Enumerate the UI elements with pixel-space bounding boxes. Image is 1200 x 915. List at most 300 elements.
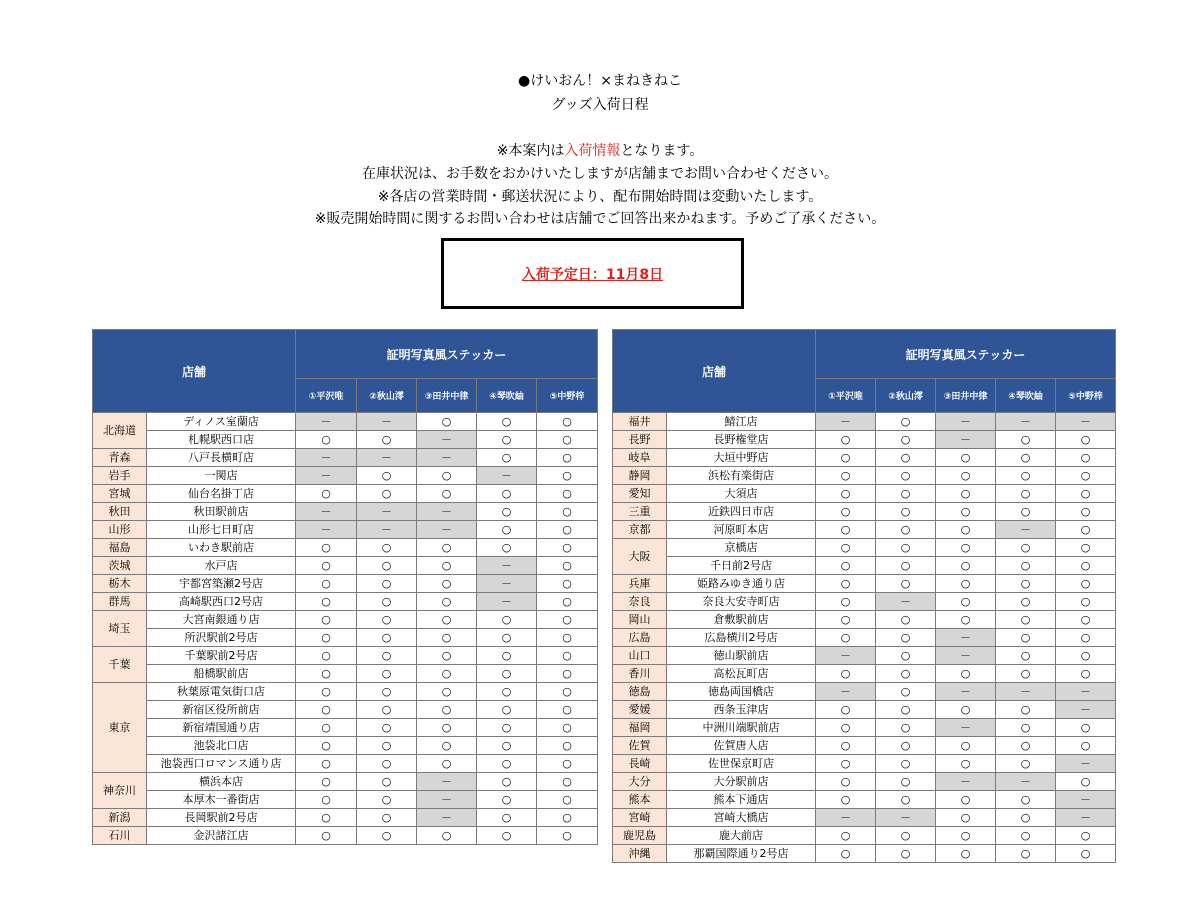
availability-mark-available: ○: [876, 683, 936, 701]
availability-mark-available: ○: [357, 791, 417, 809]
availability-mark-available: ○: [816, 791, 876, 809]
availability-mark-available: ○: [477, 827, 537, 845]
availability-mark-available: ○: [296, 737, 357, 755]
availability-mark-available: ○: [936, 755, 996, 773]
store-name-cell: 仙台名掛丁店: [147, 485, 296, 503]
availability-mark-available: ○: [876, 665, 936, 683]
availability-mark-available: ○: [477, 611, 537, 629]
char-header-mio: ②秋山澪: [876, 379, 936, 413]
availability-mark-available: ○: [996, 737, 1056, 755]
store-name-cell: ディノス室蘭店: [147, 413, 296, 431]
store-name-cell: 鯖江店: [667, 413, 816, 431]
availability-mark-available: ○: [816, 575, 876, 593]
availability-mark-unavailable: －: [417, 773, 477, 791]
prefecture-cell: 長野: [613, 431, 667, 449]
availability-mark-available: ○: [537, 539, 598, 557]
availability-mark-available: ○: [996, 809, 1056, 827]
availability-mark-available: ○: [417, 575, 477, 593]
store-name-cell: 千日前2号店: [667, 557, 816, 575]
availability-mark-available: ○: [1056, 665, 1116, 683]
store-name-cell: 金沢諸江店: [147, 827, 296, 845]
availability-mark-available: ○: [936, 827, 996, 845]
availability-mark-available: ○: [537, 413, 598, 431]
availability-mark-unavailable: －: [936, 719, 996, 737]
availability-mark-available: ○: [296, 593, 357, 611]
table-row: [613, 773, 1116, 791]
prefecture-cell: 宮崎: [613, 809, 667, 827]
availability-mark-available: ○: [876, 755, 936, 773]
notice-line-1: [0, 140, 1200, 160]
availability-mark-available: ○: [996, 647, 1056, 665]
store-name-cell: 千葉駅前2号店: [147, 647, 296, 665]
availability-mark-available: ○: [816, 701, 876, 719]
table-row: [93, 413, 598, 431]
prefecture-cell: 静岡: [613, 467, 667, 485]
availability-mark-available: ○: [296, 791, 357, 809]
availability-mark-available: ○: [936, 503, 996, 521]
char-header-tsumugi: ④琴吹紬: [996, 379, 1056, 413]
availability-mark-available: ○: [816, 611, 876, 629]
availability-mark-unavailable: －: [477, 575, 537, 593]
table-row: [93, 701, 598, 719]
table-row: [93, 755, 598, 773]
availability-mark-unavailable: －: [1056, 809, 1116, 827]
store-name-cell: 八戸長横町店: [147, 449, 296, 467]
store-name-cell: 横浜本店: [147, 773, 296, 791]
table-row: [613, 701, 1116, 719]
table-row: [93, 539, 598, 557]
store-name-cell: 近鉄四日市店: [667, 503, 816, 521]
table-row: [93, 683, 598, 701]
availability-mark-unavailable: －: [996, 413, 1056, 431]
prefecture-cell: 千葉: [93, 647, 147, 683]
availability-mark-available: ○: [477, 809, 537, 827]
availability-mark-available: ○: [1056, 611, 1116, 629]
store-name-cell: 鹿大前店: [667, 827, 816, 845]
availability-mark-available: ○: [296, 575, 357, 593]
availability-mark-available: ○: [996, 431, 1056, 449]
store-name-cell: 奈良大安寺町店: [667, 593, 816, 611]
table-row: [613, 683, 1116, 701]
availability-mark-available: ○: [477, 701, 537, 719]
availability-mark-available: ○: [537, 773, 598, 791]
availability-mark-available: ○: [876, 629, 936, 647]
availability-mark-available: ○: [357, 467, 417, 485]
table-row: [93, 521, 598, 539]
table-row: [93, 611, 598, 629]
store-name-cell: 所沢駅前2号店: [147, 629, 296, 647]
availability-mark-available: ○: [816, 539, 876, 557]
availability-mark-available: ○: [477, 665, 537, 683]
availability-mark-available: ○: [1056, 449, 1116, 467]
availability-mark-available: ○: [1056, 647, 1116, 665]
page-title: ●けいおん！×まねきねこ: [518, 73, 682, 89]
availability-mark-available: ○: [996, 449, 1056, 467]
availability-mark-available: ○: [537, 737, 598, 755]
availability-mark-available: ○: [1056, 845, 1116, 863]
availability-mark-available: ○: [537, 719, 598, 737]
table-row: [613, 557, 1116, 575]
availability-mark-available: ○: [936, 809, 996, 827]
char-header-ritsu: ③田井中律: [936, 379, 996, 413]
availability-mark-available: ○: [537, 809, 598, 827]
availability-mark-available: ○: [296, 539, 357, 557]
store-name-cell: 秋葉原電気街口店: [147, 683, 296, 701]
availability-mark-available: ○: [537, 611, 598, 629]
store-column-header: 店舗: [93, 330, 296, 413]
notice-highlight: 入荷情報: [564, 143, 621, 159]
availability-mark-available: ○: [876, 557, 936, 575]
char-header-azusa: ⑤中野梓: [1056, 379, 1116, 413]
table-row: [613, 593, 1116, 611]
availability-mark-available: ○: [417, 827, 477, 845]
availability-mark-available: ○: [477, 683, 537, 701]
availability-mark-unavailable: －: [936, 683, 996, 701]
availability-mark-available: ○: [1056, 503, 1116, 521]
availability-mark-unavailable: －: [417, 431, 477, 449]
availability-mark-available: ○: [996, 467, 1056, 485]
table-row: [613, 575, 1116, 593]
char-header-ritsu: ③田井中律: [417, 379, 477, 413]
availability-mark-unavailable: －: [1056, 701, 1116, 719]
availability-mark-available: ○: [876, 701, 936, 719]
availability-mark-available: ○: [936, 845, 996, 863]
availability-mark-unavailable: －: [996, 773, 1056, 791]
char-header-tsumugi: ④琴吹紬: [477, 379, 537, 413]
availability-mark-available: ○: [417, 629, 477, 647]
store-name-cell: 倉敷駅前店: [667, 611, 816, 629]
table-row: [93, 827, 598, 845]
product-column-header: 証明写真風ステッカー: [816, 330, 1116, 379]
availability-mark-available: ○: [996, 611, 1056, 629]
notice-line-1-prefix: ※本案内は: [496, 143, 565, 159]
store-name-cell: 徳島両国橋店: [667, 683, 816, 701]
availability-mark-available: ○: [296, 611, 357, 629]
availability-mark-unavailable: －: [357, 449, 417, 467]
table-row: [613, 665, 1116, 683]
availability-mark-available: ○: [477, 539, 537, 557]
availability-mark-unavailable: －: [477, 557, 537, 575]
availability-mark-available: ○: [357, 593, 417, 611]
availability-mark-available: ○: [357, 557, 417, 575]
store-name-cell: 宮崎大橋店: [667, 809, 816, 827]
availability-mark-available: ○: [417, 485, 477, 503]
availability-mark-available: ○: [296, 629, 357, 647]
availability-mark-available: ○: [357, 665, 417, 683]
availability-mark-available: ○: [537, 683, 598, 701]
availability-mark-available: ○: [357, 701, 417, 719]
table-row: [93, 449, 598, 467]
availability-mark-available: ○: [1056, 485, 1116, 503]
store-name-cell: 西条玉津店: [667, 701, 816, 719]
availability-mark-available: ○: [537, 629, 598, 647]
availability-mark-available: ○: [816, 773, 876, 791]
availability-mark-unavailable: －: [1056, 413, 1116, 431]
availability-mark-available: ○: [816, 593, 876, 611]
availability-mark-available: ○: [996, 665, 1056, 683]
availability-mark-unavailable: －: [477, 467, 537, 485]
availability-mark-available: ○: [816, 827, 876, 845]
char-header-yui: ①平沢唯: [296, 379, 357, 413]
table-row: [613, 719, 1116, 737]
table-row: [93, 593, 598, 611]
availability-mark-available: ○: [876, 647, 936, 665]
prefecture-cell: 岡山: [613, 611, 667, 629]
availability-mark-available: ○: [936, 665, 996, 683]
availability-mark-available: ○: [537, 503, 598, 521]
availability-mark-available: ○: [876, 845, 936, 863]
table-row: [93, 647, 598, 665]
availability-mark-available: ○: [936, 593, 996, 611]
availability-mark-available: ○: [876, 449, 936, 467]
availability-mark-available: ○: [816, 755, 876, 773]
availability-mark-available: ○: [876, 413, 936, 431]
table-row: [613, 611, 1116, 629]
availability-mark-available: ○: [816, 431, 876, 449]
prefecture-cell: 長崎: [613, 755, 667, 773]
prefecture-cell: 愛媛: [613, 701, 667, 719]
char-header-azusa: ⑤中野梓: [537, 379, 598, 413]
availability-mark-available: ○: [816, 557, 876, 575]
store-name-cell: 広島横川2号店: [667, 629, 816, 647]
availability-mark-available: ○: [296, 773, 357, 791]
availability-mark-available: ○: [876, 431, 936, 449]
prefecture-cell: 沖縄: [613, 845, 667, 863]
availability-mark-available: ○: [537, 701, 598, 719]
prefecture-cell: 福井: [613, 413, 667, 431]
availability-mark-available: ○: [876, 467, 936, 485]
availability-mark-available: ○: [477, 719, 537, 737]
store-name-cell: 中洲川端駅前店: [667, 719, 816, 737]
availability-mark-available: ○: [936, 737, 996, 755]
char-header-yui: ①平沢唯: [816, 379, 876, 413]
availability-mark-unavailable: －: [996, 521, 1056, 539]
availability-mark-available: ○: [1056, 539, 1116, 557]
availability-mark-available: ○: [936, 575, 996, 593]
prefecture-cell: 青森: [93, 449, 147, 467]
store-name-cell: 長岡駅前2号店: [147, 809, 296, 827]
table-row: [93, 809, 598, 827]
availability-mark-unavailable: －: [296, 449, 357, 467]
availability-mark-available: ○: [477, 521, 537, 539]
availability-mark-available: ○: [936, 611, 996, 629]
store-name-cell: 秋田駅前店: [147, 503, 296, 521]
availability-mark-available: ○: [996, 791, 1056, 809]
availability-mark-available: ○: [876, 719, 936, 737]
prefecture-cell: 兵庫: [613, 575, 667, 593]
availability-mark-available: ○: [816, 467, 876, 485]
table-row: [613, 521, 1116, 539]
availability-mark-available: ○: [417, 539, 477, 557]
availability-mark-unavailable: －: [816, 683, 876, 701]
table-row: [93, 791, 598, 809]
prefecture-cell: 福岡: [613, 719, 667, 737]
store-column-header: 店舗: [613, 330, 816, 413]
prefecture-cell: 宮城: [93, 485, 147, 503]
table-row: [613, 485, 1116, 503]
store-name-cell: 佐世保京町店: [667, 755, 816, 773]
availability-mark-available: ○: [876, 827, 936, 845]
availability-mark-available: ○: [417, 719, 477, 737]
table-row: [93, 503, 598, 521]
table-row: [93, 431, 598, 449]
availability-mark-available: ○: [936, 701, 996, 719]
availability-mark-available: ○: [1056, 737, 1116, 755]
store-name-cell: 熊本下通店: [667, 791, 816, 809]
table-row: [93, 773, 598, 791]
prefecture-cell: 神奈川: [93, 773, 147, 809]
store-name-cell: 新宿靖国通り店: [147, 719, 296, 737]
availability-mark-available: ○: [876, 611, 936, 629]
table-row: [613, 629, 1116, 647]
arrival-date-box: [441, 238, 744, 309]
availability-mark-available: ○: [296, 485, 357, 503]
prefecture-cell: 山口: [613, 647, 667, 665]
availability-mark-available: ○: [996, 755, 1056, 773]
availability-mark-available: ○: [996, 557, 1056, 575]
store-name-cell: 高松瓦町店: [667, 665, 816, 683]
store-name-cell: 河原町本店: [667, 521, 816, 539]
availability-mark-available: ○: [537, 521, 598, 539]
prefecture-cell: 徳島: [613, 683, 667, 701]
availability-mark-available: ○: [936, 485, 996, 503]
store-name-cell: 新宿区役所前店: [147, 701, 296, 719]
prefecture-cell: 大阪: [613, 539, 667, 575]
availability-mark-available: ○: [1056, 593, 1116, 611]
table-row: [613, 737, 1116, 755]
availability-mark-unavailable: －: [477, 593, 537, 611]
availability-mark-available: ○: [357, 611, 417, 629]
availability-mark-available: ○: [876, 737, 936, 755]
availability-mark-available: ○: [417, 665, 477, 683]
availability-mark-available: ○: [357, 719, 417, 737]
availability-mark-unavailable: －: [357, 521, 417, 539]
prefecture-cell: 東京: [93, 683, 147, 773]
availability-mark-available: ○: [477, 485, 537, 503]
availability-mark-available: ○: [996, 503, 1056, 521]
availability-mark-unavailable: －: [296, 521, 357, 539]
availability-mark-available: ○: [296, 719, 357, 737]
availability-mark-available: ○: [357, 647, 417, 665]
availability-mark-available: ○: [876, 539, 936, 557]
prefecture-cell: 岐阜: [613, 449, 667, 467]
availability-mark-available: ○: [357, 737, 417, 755]
availability-mark-available: ○: [537, 593, 598, 611]
store-name-cell: 山形七日町店: [147, 521, 296, 539]
store-name-cell: 水戸店: [147, 557, 296, 575]
table-row: [93, 629, 598, 647]
availability-mark-unavailable: －: [357, 413, 417, 431]
availability-mark-available: ○: [996, 629, 1056, 647]
availability-mark-available: ○: [417, 701, 477, 719]
availability-mark-available: ○: [417, 683, 477, 701]
availability-mark-available: ○: [357, 809, 417, 827]
availability-mark-available: ○: [816, 737, 876, 755]
store-name-cell: 京橋店: [667, 539, 816, 557]
availability-mark-available: ○: [936, 521, 996, 539]
availability-mark-available: ○: [417, 737, 477, 755]
table-row: [613, 467, 1116, 485]
availability-mark-available: ○: [296, 683, 357, 701]
availability-mark-available: ○: [816, 503, 876, 521]
availability-mark-unavailable: －: [296, 413, 357, 431]
availability-mark-unavailable: －: [1056, 683, 1116, 701]
availability-mark-available: ○: [1056, 773, 1116, 791]
availability-mark-available: ○: [417, 467, 477, 485]
availability-mark-available: ○: [357, 431, 417, 449]
availability-mark-available: ○: [357, 827, 417, 845]
table-row: [93, 575, 598, 593]
availability-mark-available: ○: [477, 503, 537, 521]
availability-mark-available: ○: [417, 557, 477, 575]
availability-mark-unavailable: －: [417, 521, 477, 539]
store-name-cell: 池袋北口店: [147, 737, 296, 755]
prefecture-cell: 茨城: [93, 557, 147, 575]
availability-mark-available: ○: [996, 827, 1056, 845]
prefecture-cell: 北海道: [93, 413, 147, 449]
availability-mark-available: ○: [876, 485, 936, 503]
availability-mark-available: ○: [1056, 575, 1116, 593]
availability-mark-unavailable: －: [876, 809, 936, 827]
availability-mark-unavailable: －: [936, 413, 996, 431]
availability-mark-unavailable: －: [816, 647, 876, 665]
store-name-cell: 池袋西口ロマンス通り店: [147, 755, 296, 773]
availability-mark-available: ○: [537, 791, 598, 809]
product-column-header: 証明写真風ステッカー: [296, 330, 598, 379]
prefecture-cell: 群馬: [93, 593, 147, 611]
table-row: [613, 791, 1116, 809]
availability-mark-available: ○: [296, 755, 357, 773]
store-name-cell: 大分駅前店: [667, 773, 816, 791]
availability-mark-unavailable: －: [417, 503, 477, 521]
availability-mark-available: ○: [537, 449, 598, 467]
availability-mark-available: ○: [1056, 467, 1116, 485]
availability-mark-available: ○: [477, 647, 537, 665]
prefecture-cell: 佐賀: [613, 737, 667, 755]
availability-mark-available: ○: [417, 593, 477, 611]
table-row: [613, 539, 1116, 557]
availability-mark-available: ○: [876, 503, 936, 521]
availability-mark-available: ○: [477, 755, 537, 773]
availability-mark-available: ○: [1056, 629, 1116, 647]
prefecture-cell: 福島: [93, 539, 147, 557]
availability-mark-available: ○: [1056, 827, 1116, 845]
table-row: [613, 503, 1116, 521]
availability-mark-unavailable: －: [1056, 755, 1116, 773]
table-row: [93, 485, 598, 503]
availability-mark-unavailable: －: [1056, 791, 1116, 809]
char-header-mio: ②秋山澪: [357, 379, 417, 413]
availability-mark-unavailable: －: [816, 809, 876, 827]
availability-mark-available: ○: [357, 755, 417, 773]
availability-mark-available: ○: [1056, 521, 1116, 539]
prefecture-cell: 栃木: [93, 575, 147, 593]
availability-mark-available: ○: [816, 629, 876, 647]
notice-line-1-suffix: となります。: [620, 143, 704, 159]
availability-mark-unavailable: －: [417, 791, 477, 809]
availability-mark-unavailable: －: [936, 647, 996, 665]
availability-mark-available: ○: [537, 755, 598, 773]
availability-mark-available: ○: [1056, 431, 1116, 449]
availability-mark-available: ○: [996, 575, 1056, 593]
availability-mark-available: ○: [996, 719, 1056, 737]
availability-mark-available: ○: [417, 413, 477, 431]
store-name-cell: 浜松有楽街店: [667, 467, 816, 485]
store-name-cell: 大須店: [667, 485, 816, 503]
availability-mark-available: ○: [996, 701, 1056, 719]
availability-mark-available: ○: [296, 809, 357, 827]
table-row: [613, 431, 1116, 449]
